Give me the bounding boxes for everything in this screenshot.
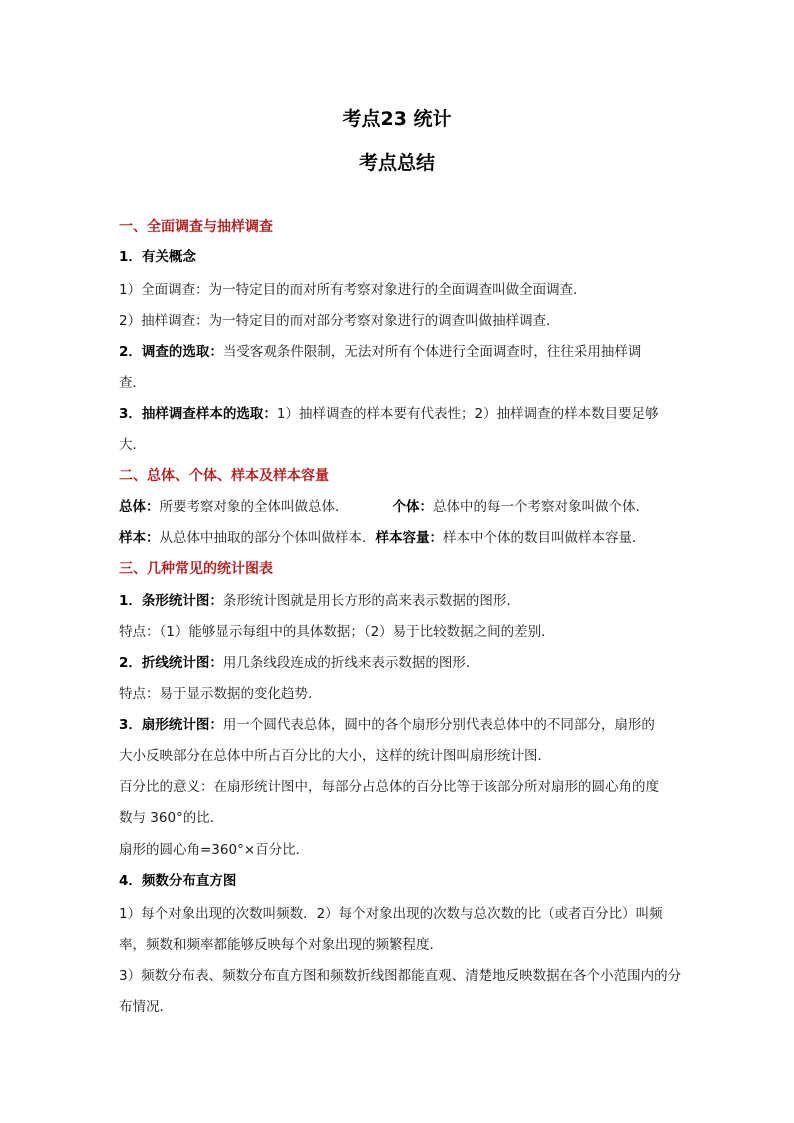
inline-label: 个体： <box>392 499 433 515</box>
text-line <box>119 528 679 548</box>
subheading-concepts: 1．有关概念 <box>119 249 196 265</box>
text-line: 3）频数分布表、频数分布直方图和频数折线图都能直观、清楚地反映数据在各个小范围内的分 <box>119 968 682 984</box>
inline-label: 2．调查的选取： <box>119 344 223 360</box>
text-line: 大小反映部分在总体中所占百分比的大小，这样的统计图叫扇形统计图． <box>119 748 551 764</box>
text-line: 率，频数和频率都能够反映每个对象出现的频繁程度． <box>119 937 443 953</box>
text-line: 数与 360°的比． <box>119 810 224 826</box>
inline-label: 3．扇形统计图： <box>119 717 223 733</box>
inline-label: 总体： <box>119 499 160 515</box>
section-heading-charts: 三、几种常见的统计图表 <box>119 561 273 577</box>
inline-text: 条形统计图就是用长方形的高来表示数据的图形． <box>222 593 520 609</box>
text-line <box>119 653 679 673</box>
text-line: 扇形的圆心角=360°×百分比． <box>119 842 310 858</box>
inline-text: 当受客观条件限制，无法对所有个体进行全面调查时，往往采用抽样调 <box>222 344 642 360</box>
text-line: 特点：（1）能够显示每组中的具体数据；（2）易于比较数据之间的差别． <box>119 624 555 640</box>
subheading-frequency: 4．频数分布直方图 <box>119 873 237 889</box>
inline-text: 用几条线段连成的折线来表示数据的图形． <box>222 655 480 671</box>
inline-label: 样本： <box>119 530 160 546</box>
inline-text: 所要考察对象的全体叫做总体． <box>159 499 349 515</box>
inline-label: 3．抽样调查样本的选取： <box>119 406 277 422</box>
text-line <box>119 342 679 362</box>
text-line: 查． <box>119 375 146 391</box>
inline-text: 总体中的每一个考察对象叫做个体． <box>433 499 649 515</box>
text-line: 1）全面调查：为一特定目的而对所有考察对象进行的全面调查叫做全面调查． <box>119 282 587 298</box>
inline-text: 从总体中抽取的部分个体叫做样本． <box>159 530 376 546</box>
inline-label: 1．条形统计图： <box>119 593 223 609</box>
inline-text: 用一个圆代表总体，圆中的各个扇形分别代表总体中的不同部分，扇形的 <box>222 717 655 733</box>
text-line: 特点：易于显示数据的变化趋势． <box>119 686 322 702</box>
section-heading-survey: 一、全面调查与抽样调查 <box>119 219 273 235</box>
text-line <box>119 404 679 424</box>
section-heading-population: 二、总体、个体、样本及样本容量 <box>119 468 329 484</box>
text-line: 布情况． <box>119 999 173 1015</box>
text-line <box>119 591 679 611</box>
inline-text: 1）抽样调查的样本要有代表性；2）抽样调查的样本数目要足够 <box>276 406 659 422</box>
text-line: 大． <box>119 437 146 453</box>
text-line <box>119 497 679 517</box>
text-line <box>119 715 679 735</box>
inline-label: 样本容量： <box>375 530 443 546</box>
text-line: 百分比的意义：在扇形统计图中，每部分占总体的百分比等于该部分所对扇形的圆心角的度 <box>119 779 659 795</box>
inline-label: 2．折线统计图： <box>119 655 223 671</box>
text-line: 2）抽样调查：为一特定目的而对部分考察对象进行的调查叫做抽样调查． <box>119 313 560 329</box>
page-subtitle: 考点总结 <box>358 152 435 174</box>
text-line: 1）每个对象出现的次数叫频数．2）每个对象出现的次数与总次数的比（或者百分比）叫频 <box>119 906 663 922</box>
page-title: 考点23 统计 <box>342 108 452 130</box>
inline-text: 样本中个体的数目叫做样本容量． <box>443 530 646 546</box>
